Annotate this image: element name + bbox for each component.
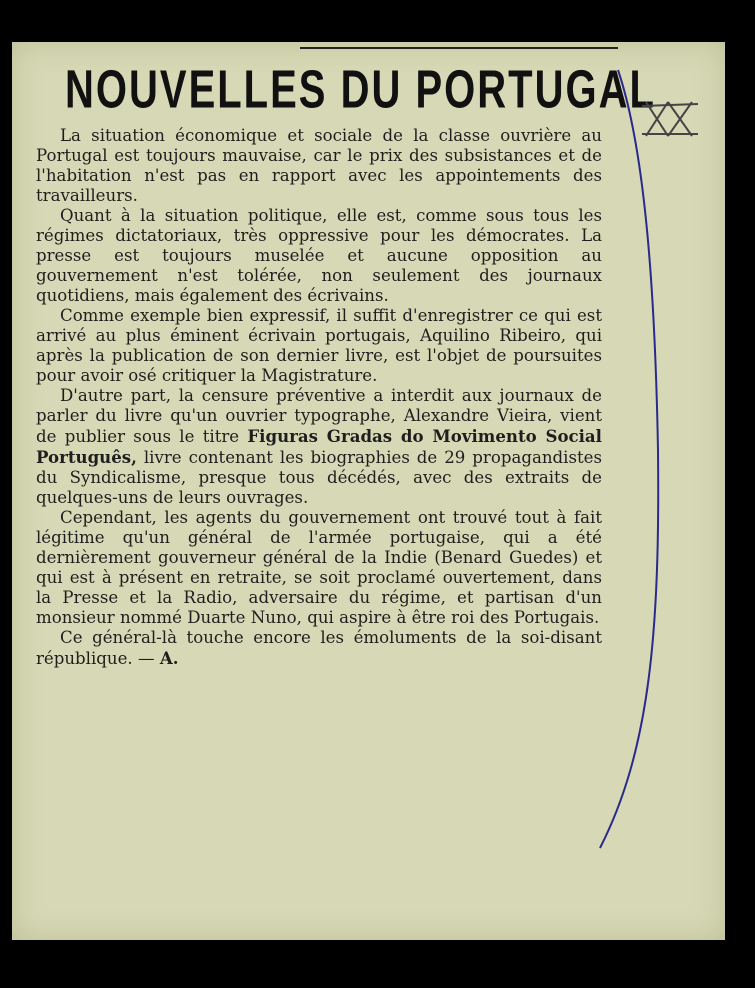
paragraph-4 xyxy=(36,386,602,508)
paragraph-6-text: Ce général-là touche encore les émoluments de la soi-disant république. — xyxy=(36,628,602,668)
pen-stroke xyxy=(600,70,658,848)
xx-strokes xyxy=(642,102,698,136)
headline: NOUVELLES DU PORTUGAL xyxy=(65,60,656,120)
paragraph-4-after: livre contenant les biographies de 29 propagandistes du Syndicalisme, presque tous décédés, avec des extraits de quelques-uns de leurs ouvrages. xyxy=(36,448,602,507)
paragraph-2: Quant à la situation politique, elle est, comme sous tous les régimes dictatoriaux, très oppressive pour les démocrates. La presse est toujours muselée et aucune opposition au gouvernement n'est tolérée, non seulement des journaux quotidiens, mais également des écrivains. xyxy=(36,206,602,305)
paragraph-4-before: D'autre part, la censure préventive a interdit aux journaux de parler du livre qu'un ouvrier typographe, Alexandre Vieira, vient de publier sous le titre xyxy=(36,386,602,446)
pen-margin-line xyxy=(560,30,710,860)
paragraph-5: Cependant, les agents du gouvernement ont trouvé tout à fait légitime qu'un général de l'armée portugaise, qui a été dernièrement gouverneur général de la Indie (Benard Guedes) et qui est à présent en retraite, se soit proclamé ouvertement, dans la Presse et la Radio, adversaire du régime, et partisan d'un monsieur nommé Duarte Nuno, qui aspire à être roi des Portugais. xyxy=(36,508,602,627)
signature: A. xyxy=(159,648,179,668)
book-title: Figuras Gradas do Movimento Social Português, xyxy=(36,426,602,467)
article-body xyxy=(36,126,602,669)
paragraph-1: La situation économique et sociale de la classe ouvrière au Portugal est toujours mauvaise, car le prix des subsistances et de l'habitation n'est pas en rapport avec les appointements des travailleurs. xyxy=(36,126,602,205)
handwritten-xx-mark xyxy=(642,98,698,140)
paragraph-3: Comme exemple bien expressif, il suffit d'enregistrer ce qui est arrivé au plus éminent écrivain portugais, Aquilino Ribeiro, qui après la publication de son dernier livre, est l'objet de poursuites pour avoir osé critiquer la Magistrature. xyxy=(36,306,602,385)
paragraph-6 xyxy=(36,628,602,669)
